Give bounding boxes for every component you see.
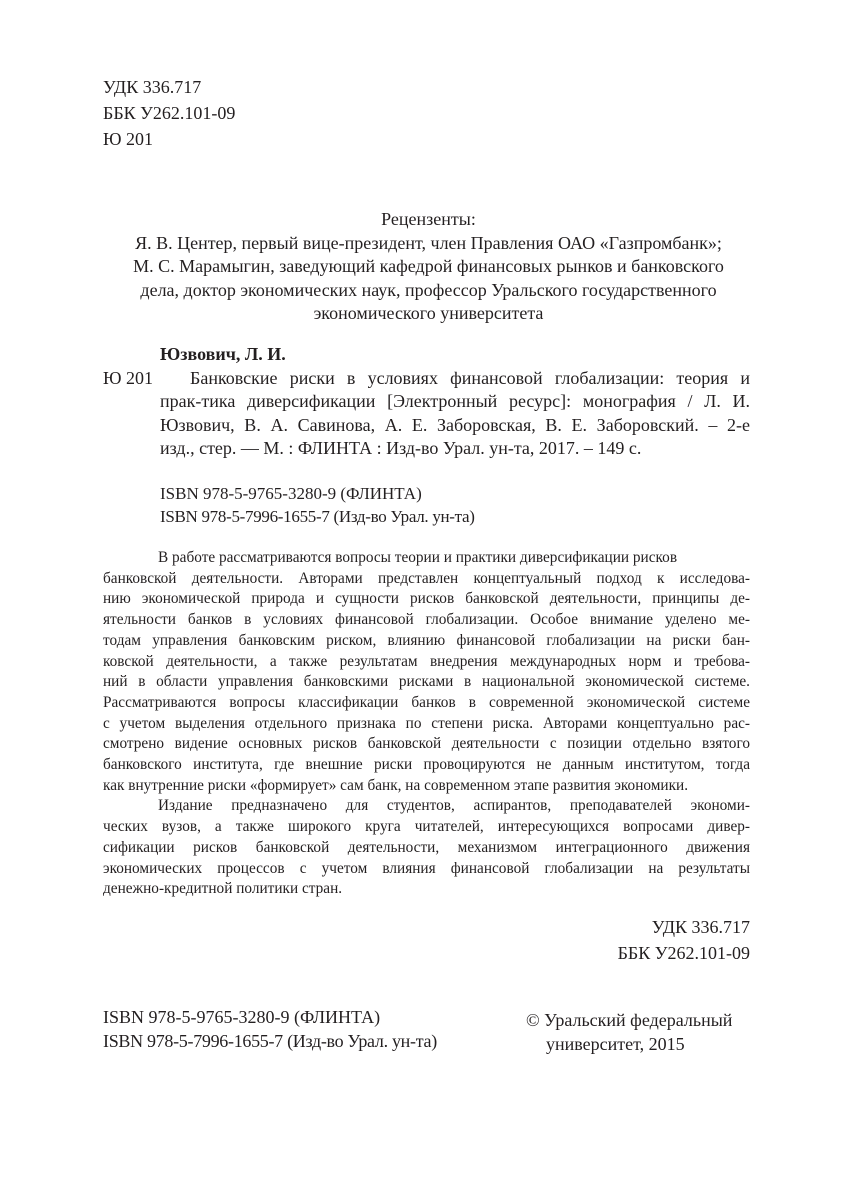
bbk-code: ББК У262.101-09: [103, 103, 236, 123]
reviewers-block: [0, 208, 857, 326]
reviewers-title: Рецензенты:: [381, 209, 476, 229]
bib-title-line: Банковские риски в условиях финансовой глобализации: теория и: [190, 368, 750, 388]
udk-code-bottom: УДК 336.717: [651, 917, 750, 937]
bib-line: изд., стер. — М. : ФЛИНТА : Изд-во Урал. ун-та, 2017. – 149 с.: [160, 438, 642, 458]
bbk-code-bottom: ББК У262.101-09: [617, 943, 750, 963]
abstract-line: ческих вузов, а также широкого круга читателей, интересующихся вопросами дивер-: [103, 818, 750, 836]
copyright-line: университет, 2015: [546, 1034, 685, 1054]
isbn-line: ISBN 978-5-7996-1655-7 (Изд-во Урал. ун-та): [160, 507, 475, 526]
abstract-line: ятельности банков в условиях финансовой глобализации. Особое внимание уделено ме-: [103, 611, 750, 629]
abstract-line: с учетом выделения отдельного признака по степени риска. Авторами концептуально рас-: [103, 714, 750, 732]
isbn-line-bottom: ISBN 978-5-9765-3280-9 (ФЛИНТА): [103, 1007, 381, 1027]
abstract-line: экономических процессов с учетом влияния финансовой глобализации на результаты: [103, 859, 750, 877]
udk-code: УДК 336.717: [103, 77, 202, 97]
abstract-line: банковской деятельности. Авторами представлен концептуальный подход к исследова-: [103, 569, 750, 587]
reviewer-line: дела, доктор экономических наук, профессор Уральского государственного: [140, 279, 717, 300]
copyright-line: © Уральский федеральный: [526, 1010, 733, 1030]
abstract-line: как внутренние риски «формирует» сам банк, на современном этапе развития экономики.: [103, 776, 689, 794]
abstract-line: сификации рисков банковской деятельности, механизмом интеграционного движения: [103, 838, 750, 856]
abstract-line: Рассматриваются вопросы классификации банков в современной экономической системе: [103, 693, 750, 711]
abstract-line: нию экономической природа и сущности рисков банковской деятельности, принципы де-: [103, 590, 750, 608]
abstract-line: банковского института, где внешние риски провоцируются не данным институтом, тогда: [103, 756, 750, 774]
author-mark: Ю 201: [103, 129, 154, 149]
abstract-line: тодам управления банковским риском, влиянию финансовой глобализации на риски бан-: [103, 631, 750, 649]
reviewer-line: М. С. Марамыгин, заведующий кафедрой финансовых рынков и банковского: [133, 256, 724, 276]
reviewer-line: Я. В. Центер, первый вице-президент, член Правления ОАО «Газпромбанк»;: [135, 232, 722, 253]
abstract-line: смотрено видение основных рисков банковской деятельности с позиции отдельно взятого: [103, 735, 750, 753]
abstract: [103, 548, 750, 900]
bib-author: [160, 343, 286, 367]
abstract-line: ний в области управления банковскими рисками в национальной экономической системе.: [103, 673, 750, 691]
isbn-line-bottom: ISBN 978-5-7996-1655-7 (Изд-во Урал. ун-та): [103, 1031, 437, 1051]
bib-author-name: Юзвович, Л. И.: [160, 344, 286, 364]
bib-line: прак-тика диверсификации [Электронный ресурс]: монография / Л. И.: [160, 391, 750, 411]
abstract-line: ковской деятельности, а также результатам внедрения международных норм и требова-: [103, 652, 750, 670]
bib-code: Ю 201: [103, 368, 154, 388]
isbn-line: ISBN 978-5-9765-3280-9 (ФЛИНТА): [160, 484, 422, 503]
reviewer-line: экономического университета: [313, 303, 544, 323]
abstract-line: В работе рассматриваются вопросы теории и практики диверсификации рисков: [158, 549, 678, 566]
abstract-line: денежно-кредитной политики стран.: [103, 880, 343, 898]
bib-line: Юзвович, В. А. Савинова, А. Е. Заборовская, В. Е. Заборовский. – 2-е: [160, 414, 750, 435]
abstract-line: Издание предназначено для студентов, аспирантов, преподавателей экономи-: [158, 797, 750, 815]
